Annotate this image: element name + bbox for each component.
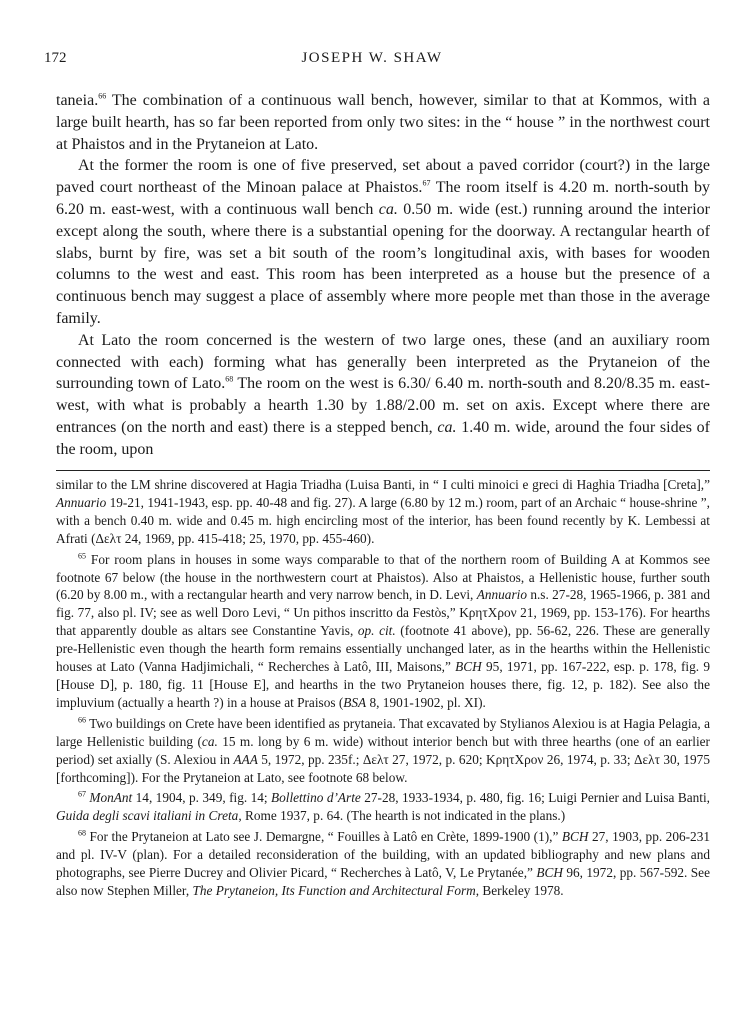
footnote-68: $^{68}$ For the Prytaneion at Lato see J. Demargne, “ Fouilles à Latô en Crète, 1899-1900 (1),” BCH 27, 1903, pp. 206-231 and pl. IV-V (plan). For a detailed reconsideration of the building, with an updated bibliography and new plans and photographs, see Pierre Ducrey and Olivier Picard, “ Recherches à Latô, V, Le Prytanée,” BCH 96, 1972, pp. 567-592. See also now Stephen Miller, The Prytaneion, Its Function and Architectural Form, Berkeley 1978. [56,828,710,898]
paragraph-3: At Lato the room concerned is the western of two large ones, these (and an auxiliary room connected with each) forming what has generally been interpreted as the Prytaneion of the surrounding town of Lato.$^{68}$ The room on the west is 6.30/ 6.40 m. north-south and 8.20/8.35 m. east-west, with what is probably a hearth 1.30 by 1.88/2.00 m. set on axis. Except where there are entrances (on the north and east) there is a stepped bench, ca. 1.40 m. wide, around the four sides of the room, upon [56,331,711,458]
footnote-66: $^{66}$ Two buildings on Crete have been identified as prytaneia. That excavated by Stylianos Alexiou is at Hagia Pelagia, a large Hellenistic building (ca. 15 m. long by 6 m. wide) without interior bench but with three hearths (one of an earlier period) set axially (S. Alexiou in AAA 5, 1972, pp. 235f.; Δελτ 27, 1972, p. 620; ΚρητΧρον 26, 1974, p. 33; Δελτ 30, 1975 [forthcoming]). For the Prytaneion at Lato, see footnote 68 below. [56,715,710,785]
running-head-author: JOSEPH W. SHAW [301,50,443,66]
footnote-64-continued: similar to the LM shrine discovered at Hagia Triadha (Luisa Banti, in “ I culti minoici e greci di Haghia Triadha [Creta],” Annuario 19-21, 1941-1943, esp. pp. 40-48 and fig. 27). A large (6.80 by 12 m.) room, part of an Archaic “ house-shrine ”, with a bench 0.40 m. wide and 0.45 m. high encircling most of the interior, has been found recently by K. Lembessi at Afrati (Δελτ 24, 1969, pp. 415-418; 25, 1970, pp. 455-460). [56,477,710,546]
footnote-ref-68[interactable]: 68 [225,375,234,385]
footnote-65: $^{65}$ For room plans in houses in some ways comparable to that of the northern room of Building A at Kommos see footnote 67 below (the house in the northwestern court at Phaistos). Also at Phaistos, a Hellenistic house, further south (6.20 by 8.00 m., with a rectangular hearth and very narrow bench, in D. Levi, Annuario n.s. 27-28, 1965-1966, p. 381 and fig. 77, also pl. IV; see as well Doro Levi, “ Un pithos inscritto da Festòs,” ΚρητΧρον 21, 1969, pp. 153-176). For hearths that apparently double as altars see Constantine Yavis, op. cit. (footnote 41 above), pp. 56-62, 226. These are generally pre-Hellenistic even though the hearth form remains essentially unchanged later, as in the hearths within the Hellenistic houses at Lato (Vanna Hadjimichali, “ Recherches à Latô, III, Maisons,” BCH 95, 1971, pp. 167-222, esp. p. 178, fig. 9 [House D], p. 180, fig. 11 [House E], and hearths in the two Prytaneion houses there, fig. 12, p. 182). See also the impluvium (actually a hearth ?) in a house at Praisos (BSA 8, 1901-1902, pl. XI). [56,551,711,710]
body-text [56,90,710,461]
footnote-67: $^{67}$ MonAnt 14, 1904, p. 349, fig. 14; Bollettino d’Arte 27-28, 1933-1934, p. 480, fig. 16; Luigi Pernier and Luisa Banti, Guida degli scavi italiani in Creta, Rome 1937, p. 64. (The hearth is not indicated in the plans.) [56,789,710,824]
paragraph-1: taneia.$^{66}$ The combination of a continuous wall bench, however, similar to that at Kommos, with a large built hearth, has so far been reported from only two sites: in the “ house ” in the northwest court at Phaistos and in the Prytaneion at Lato. [56,91,710,153]
footnotes [56,476,710,903]
footnote-divider [56,470,710,471]
paragraph-2: At the former the room is one of five preserved, set about a paved corridor (court?) in the large paved court northeast of the Minoan palace at Phaistos.$^{67}$ The room itself is 4.20 m. north-south by 6.20 m. east-west, with a continuous wall bench ca. 0.50 m. wide (est.) running around the interior except along the south, where there is a substantial opening for the doorway. A rectangular hearth of slabs, burnt by fire, was set a bit south of the room’s longitudinal axis, with bases for wooden columns to the west and east. This room has been interpreted as a house but the presence of a continuous bench may suggest a place of assembly where more people met than those in the average family. [56,157,710,327]
footnote-ref-67[interactable]: 67 [422,178,431,188]
running-head [44,50,700,72]
footnote-ref-66[interactable]: 66 [98,91,107,101]
page-number: 172 [44,50,67,66]
